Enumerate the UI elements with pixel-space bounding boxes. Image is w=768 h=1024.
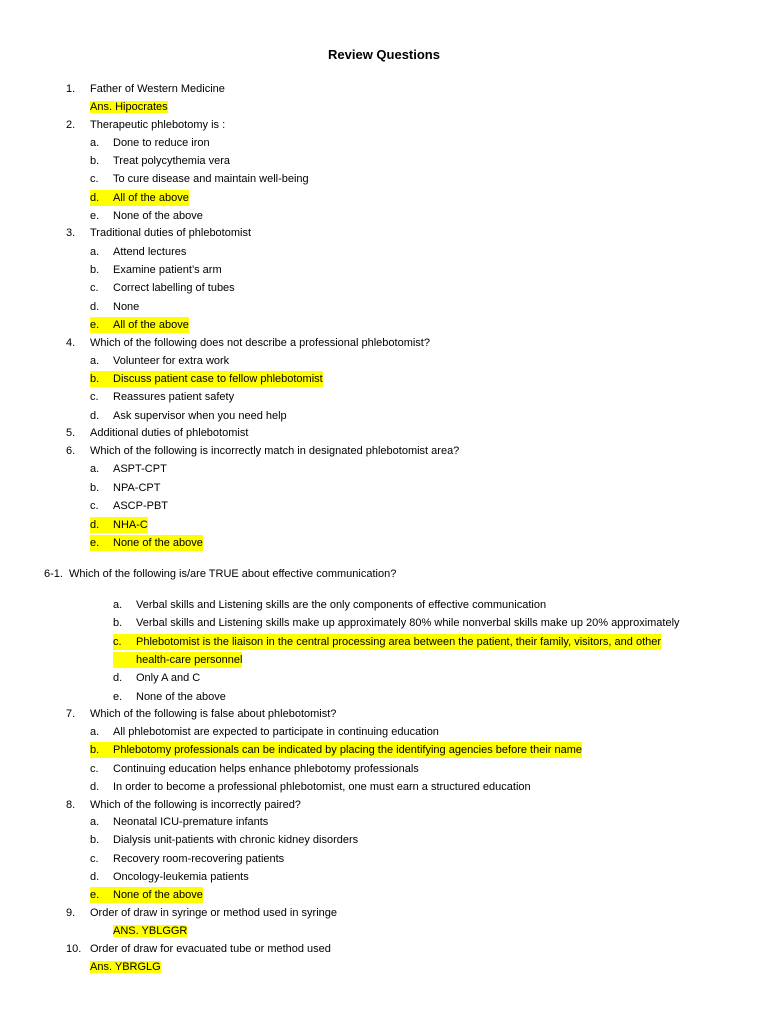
option-text: Discuss patient case to fellow phlebotomist — [113, 373, 323, 386]
question-6-1 — [0, 565, 768, 583]
option-text: In order to become a professional phlebotomist, one must earn a structured education — [113, 780, 531, 793]
option-letter: c. — [90, 852, 99, 865]
option-text: ASPT-CPT — [113, 463, 167, 475]
option-text: Volunteer for extra work — [113, 355, 230, 367]
option-text: Only A and C — [136, 672, 201, 685]
option-item — [90, 831, 750, 849]
option-text: All phlebotomist are expected to participate in continuing education — [113, 726, 439, 738]
option-text: None of the above — [113, 889, 203, 902]
option-item — [90, 170, 750, 188]
option-letter: d. — [90, 191, 100, 204]
option-letter: e. — [90, 889, 100, 902]
question-number: 7. — [66, 708, 76, 720]
option-item — [90, 207, 750, 225]
question-text: Which of the following is false about phlebotomist? — [90, 708, 337, 720]
page-title: Review Questions — [328, 47, 440, 62]
question-number: 8. — [66, 799, 76, 811]
option-text: Verbal skills and Listening skills make up approximately 80% while nonverbal skills make up 20% approximately — [136, 617, 680, 630]
question-text: Father of Western Medicine — [90, 83, 225, 95]
option-letter: b. — [90, 264, 100, 277]
option-item — [90, 279, 750, 297]
option-letter: d. — [90, 870, 100, 883]
option-letter: d. — [90, 300, 100, 313]
option-item — [90, 868, 750, 886]
option-item — [90, 134, 750, 152]
answer-10 — [90, 958, 161, 976]
question-number: 9. — [66, 907, 76, 919]
option-item — [90, 152, 750, 170]
option-text: None of the above — [113, 209, 203, 222]
option-item — [90, 741, 750, 759]
option-letter: d. — [90, 780, 100, 793]
question-number: 4. — [66, 337, 76, 349]
option-item — [90, 497, 750, 515]
option-item — [113, 614, 768, 632]
option-item — [90, 352, 750, 370]
question-text: Traditional duties of phlebotomist — [90, 227, 252, 239]
answer-label: Ans. — [90, 101, 113, 113]
option-letter: c. — [113, 635, 122, 648]
answer-1 — [90, 98, 168, 116]
option-text: Reassures patient safety — [113, 391, 235, 404]
option-item — [90, 407, 750, 425]
question-8 — [0, 796, 768, 814]
option-item — [90, 388, 750, 406]
question-number: 5. — [66, 427, 76, 439]
option-text: Treat polycythemia vera — [113, 155, 230, 168]
option-letter: b. — [90, 155, 100, 168]
option-text: NHA-C — [113, 518, 148, 531]
option-letter: d. — [113, 672, 123, 685]
question-text: Which of the following is incorrectly match in designated phlebotomist area? — [90, 445, 460, 457]
option-text: None of the above — [113, 537, 203, 549]
option-item — [90, 886, 750, 904]
option-letter: b. — [90, 834, 100, 847]
option-text: Dialysis unit-patients with chronic kidney disorders — [113, 834, 359, 847]
question-10 — [0, 940, 768, 958]
option-item — [90, 460, 750, 478]
answer-9 — [113, 922, 187, 940]
option-letter: e. — [113, 690, 123, 703]
option-text: Done to reduce iron — [113, 137, 210, 149]
option-text: All of the above — [113, 318, 189, 331]
question-text: Which of the following does not describe a professional phlebotomist? — [90, 337, 430, 349]
option-item — [113, 669, 768, 687]
answer-value: Ans. YBRGLG — [90, 961, 161, 973]
option-letter: e. — [90, 318, 100, 331]
question-number: 6-1. — [44, 568, 63, 580]
option-letter: b. — [90, 481, 100, 494]
option-letter: c. — [90, 500, 99, 512]
option-text: Phlebotomist is the liaison in the central processing area between the patient, their family, visitors, and other — [136, 635, 662, 648]
option-letter: a. — [90, 246, 100, 258]
option-letter: b. — [113, 617, 123, 630]
question-7 — [0, 705, 768, 723]
question-text: Therapeutic phlebotomy is : — [90, 119, 226, 131]
option-item — [90, 534, 750, 552]
question-text: Order of draw in syringe or method used in syringe — [90, 907, 338, 919]
option-item — [90, 479, 750, 497]
option-item — [90, 516, 750, 534]
option-item — [113, 633, 768, 651]
question-9 — [0, 904, 768, 922]
option-letter: c. — [90, 391, 99, 404]
option-item — [90, 189, 750, 207]
option-text: Examine patient’s arm — [113, 264, 222, 277]
question-text: Which of the following is/are TRUE about effective communication? — [69, 568, 397, 580]
question-5 — [0, 424, 768, 442]
option-letter: a. — [90, 137, 100, 149]
option-letter: e. — [90, 209, 100, 222]
option-item — [90, 298, 750, 316]
option-item — [90, 813, 750, 831]
question-text: Which of the following is incorrectly paired? — [90, 799, 301, 811]
question-6 — [0, 442, 768, 460]
option-text: NPA-CPT — [113, 481, 161, 494]
option-text: Neonatal ICU-premature infants — [113, 816, 269, 828]
question-text: Additional duties of phlebotomist — [90, 427, 249, 439]
option-text: health-care personnel — [136, 653, 243, 666]
question-number: 2. — [66, 119, 76, 131]
question-2 — [0, 116, 768, 134]
option-text: ASCP-PBT — [113, 500, 169, 512]
option-item — [90, 778, 750, 796]
option-letter: a. — [113, 599, 123, 611]
option-text: Verbal skills and Listening skills are the only components of effective communication — [136, 599, 547, 611]
option-letter: d. — [90, 409, 100, 422]
question-4 — [0, 334, 768, 352]
option-letter: a. — [90, 463, 100, 475]
option-letter: c. — [90, 173, 99, 186]
option-item — [90, 261, 750, 279]
option-text: All of the above — [113, 191, 189, 204]
option-item — [113, 596, 768, 614]
option-text: To cure disease and maintain well-being — [113, 173, 309, 186]
option-text: Correct labelling of tubes — [113, 282, 235, 295]
option-letter: c. — [90, 282, 99, 295]
option-letter: a. — [90, 355, 100, 367]
option-text: Ask supervisor when you need help — [113, 409, 287, 422]
question-number: 3. — [66, 227, 76, 239]
question-text: Order of draw for evacuated tube or method used — [90, 943, 331, 955]
option-item — [90, 850, 750, 868]
option-item — [113, 651, 768, 669]
option-text: None — [113, 300, 140, 313]
option-item — [90, 760, 750, 778]
option-letter: a. — [90, 726, 100, 738]
option-letter: e. — [90, 537, 100, 549]
option-item — [90, 316, 750, 334]
option-text: Attend lectures — [113, 246, 187, 258]
question-3 — [0, 224, 768, 242]
option-item — [113, 688, 768, 706]
option-letter: b. — [90, 373, 100, 386]
option-text: Continuing education helps enhance phlebotomy professionals — [113, 762, 419, 775]
answer-value: Hipocrates — [115, 101, 168, 113]
question-number: 1. — [66, 83, 76, 95]
option-text: Oncology-leukemia patients — [113, 870, 249, 883]
answer-value: ANS. YBLGGR — [113, 925, 188, 937]
option-item — [90, 723, 750, 741]
option-letter: c. — [90, 762, 99, 775]
option-letter: b. — [90, 744, 100, 757]
option-text: Recovery room-recovering patients — [113, 852, 285, 865]
option-text: None of the above — [136, 690, 226, 703]
question-1 — [0, 80, 768, 98]
option-letter: d. — [90, 518, 100, 531]
question-number: 6. — [66, 445, 76, 457]
option-item — [90, 243, 750, 261]
option-letter: a. — [90, 816, 100, 828]
option-item — [90, 370, 750, 388]
question-number: 10. — [66, 943, 82, 955]
option-text: Phlebotomy professionals can be indicated by placing the identifying agencies before their name — [113, 744, 583, 757]
